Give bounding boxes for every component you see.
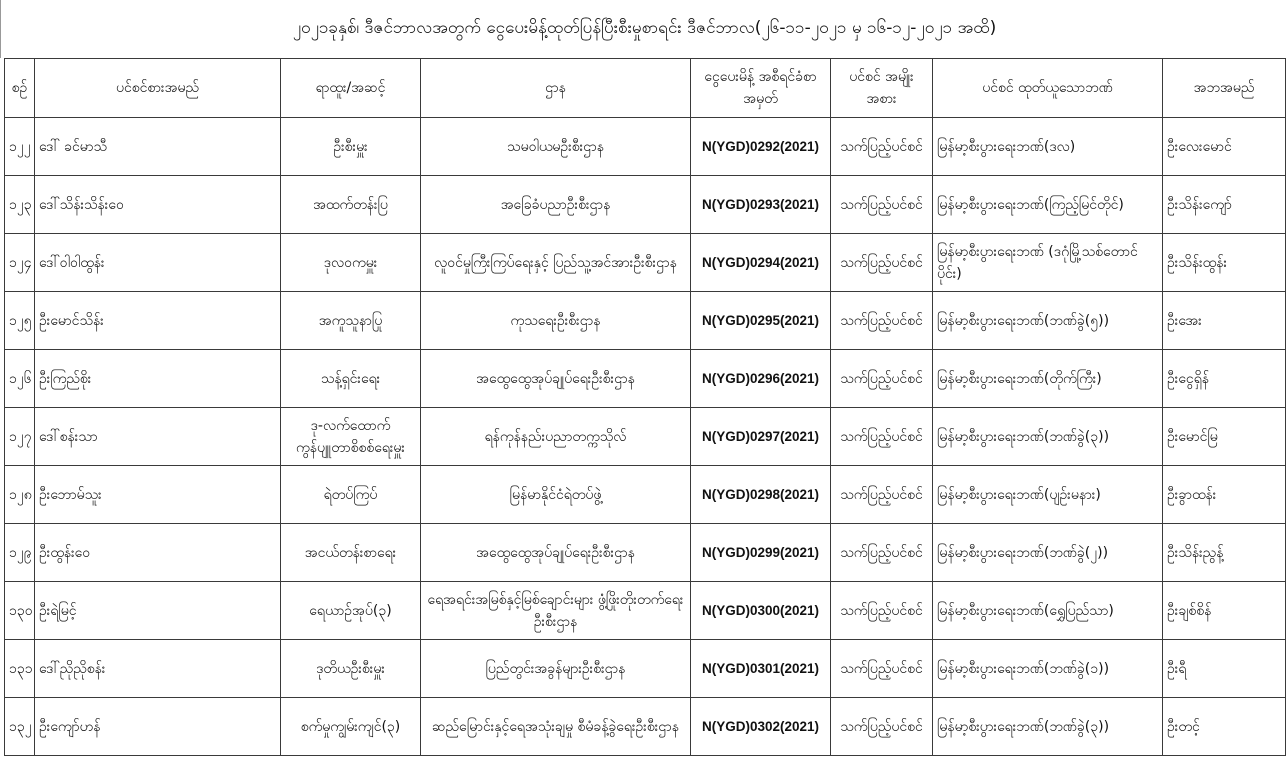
table-row (5, 582, 1286, 640)
pension-type: သက်ပြည့်ပင်စင် (831, 292, 933, 350)
pensioner-name: ဦးမောင်သိန်း (35, 292, 281, 350)
father-name: ဦးရီ (1163, 640, 1286, 698)
bank-cell: မြန်မာ့စီးပွားရေးဘဏ်(ဘဏ်ခွဲ(၃)) (933, 408, 1163, 466)
table-row (5, 234, 1286, 292)
department-cell: ရန်ကုန်နည်းပညာတက္ကသိုလ် (421, 408, 691, 466)
department-cell: အထွေထွေအုပ်ချုပ်ရေးဦးစီးဌာန (421, 524, 691, 582)
report-number: N(YGD)0299(2021) (691, 524, 831, 582)
father-name: ဦးခွာထန်း (1163, 466, 1286, 524)
table-row (5, 176, 1286, 234)
header-no: စဉ် (5, 59, 35, 118)
bank-cell: မြန်မာ့စီးပွားရေးဘဏ်(ဘဏ်ခွဲ(၅)) (933, 292, 1163, 350)
father-name: ဦးသိန်းထွန်း (1163, 234, 1286, 292)
report-number: N(YGD)0293(2021) (691, 176, 831, 234)
bank-cell: မြန်မာ့စီးပွားရေးဘဏ်(ကြည့်မြင်တိုင်) (933, 176, 1163, 234)
report-number: N(YGD)0302(2021) (691, 698, 831, 756)
bank-cell: မြန်မာ့စီးပွားရေးဘဏ်(ပျဉ်းမနား) (933, 466, 1163, 524)
father-name: ဦးချစ်စိန် (1163, 582, 1286, 640)
table-row (5, 408, 1286, 466)
rank-cell: သန့်ရှင်းရေး (281, 350, 421, 408)
department-cell: မြန်မာနိုင်ငံရဲတပ်ဖွဲ့ (421, 466, 691, 524)
rank-cell: ဒု-လက်ထောက် ကွန်ပျူတာစိစစ်ရေးမှူး (281, 408, 421, 466)
report-number: N(YGD)0295(2021) (691, 292, 831, 350)
pension-type: သက်ပြည့်ပင်စင် (831, 466, 933, 524)
rank-cell: ရေယာဉ်အုပ်(၃) (281, 582, 421, 640)
father-name: ဦးငွေရှိန် (1163, 350, 1286, 408)
row-number: ၁၂၃ (5, 176, 35, 234)
rank-cell: ဒုတိယဦးစီးမှူး (281, 640, 421, 698)
pensioner-name: ဒေါ်ဝါဝါထွန်း (35, 234, 281, 292)
row-number: ၁၃၂ (5, 698, 35, 756)
row-number: ၁၂၆ (5, 350, 35, 408)
pensioner-name: ဦးရဲမြင့် (35, 582, 281, 640)
table-header-row (5, 59, 1286, 118)
pensioner-name: ဒေါ်ညိုညိုစန်း (35, 640, 281, 698)
rank-cell: အကူသူနာပြု (281, 292, 421, 350)
bank-cell: မြန်မာ့စီးပွားရေးဘဏ်(ဘဏ်ခွဲ(၃)) (933, 698, 1163, 756)
table-row (5, 350, 1286, 408)
pensioner-name: ဒေါ် ခင်မာသီ (35, 118, 281, 176)
row-number: ၁၃၀ (5, 582, 35, 640)
department-cell: အခြေခံပညာဦးစီးဌာန (421, 176, 691, 234)
header-type: ပင်စင် အမျိုးအစား (831, 59, 933, 118)
pensioner-name: ဦးကြည်စိုး (35, 350, 281, 408)
rank-cell: ဒုလဝကမှူး (281, 234, 421, 292)
table-row (5, 118, 1286, 176)
row-number: ၁၂၈ (5, 466, 35, 524)
row-number: ၁၂၉ (5, 524, 35, 582)
header-code: ငွေပေးမိန့် အစီရင်ခံစာအမှတ် (691, 59, 831, 118)
department-cell: သမဝါယမဦးစီးဌာန (421, 118, 691, 176)
page-title: ၂၀၂၁ခုနှစ်၊ ဒီဇင်ဘာလအတွက် ငွေပေးမိန့်ထုတ်ပြန်ပြီးစီးမှုစာရင်း ဒီဇင်ဘာလ(၂၆-၁၁-၂၀၂၁ မှ ၁၆-၁၂-၂၀၂၁ အထိ) (0, 0, 1288, 58)
pension-type: သက်ပြည့်ပင်စင် (831, 640, 933, 698)
pension-type: သက်ပြည့်ပင်စင် (831, 118, 933, 176)
father-name: ဦးလေးမောင် (1163, 118, 1286, 176)
row-number: ၁၂၅ (5, 292, 35, 350)
rank-cell: အငယ်တန်းစာရေး (281, 524, 421, 582)
report-number: N(YGD)0297(2021) (691, 408, 831, 466)
department-cell: ပြည်တွင်းအခွန်များဦးစီးဌာန (421, 640, 691, 698)
report-number: N(YGD)0300(2021) (691, 582, 831, 640)
header-bank: ပင်စင် ထုတ်ယူသောဘဏ် (933, 59, 1163, 118)
department-cell: အထွေထွေအုပ်ချုပ်ရေးဦးစီးဌာန (421, 350, 691, 408)
father-name: ဦးတင့် (1163, 698, 1286, 756)
header-father: အဘအမည် (1163, 59, 1286, 118)
row-number: ၁၂၄ (5, 234, 35, 292)
report-number: N(YGD)0301(2021) (691, 640, 831, 698)
report-number: N(YGD)0296(2021) (691, 350, 831, 408)
bank-cell: မြန်မာ့စီးပွားရေးဘဏ်(ဒလ) (933, 118, 1163, 176)
father-name: ဦးမောင်မြ (1163, 408, 1286, 466)
bank-cell: မြန်မာ့စီးပွားရေးဘဏ် (ဒဂုံမြို့သစ်တောင်ပိုင်း) (933, 234, 1163, 292)
pension-type: သက်ပြည့်ပင်စင် (831, 234, 933, 292)
pensioner-name: ဒေါ်သိန်းသိန်းဝေ (35, 176, 281, 234)
bank-cell: မြန်မာ့စီးပွားရေးဘဏ်(ရွှေပြည်သာ) (933, 582, 1163, 640)
row-number: ၁၂၇ (5, 408, 35, 466)
department-cell: ဆည်မြောင်းနှင့်ရေအသုံးချမှု စီမံခန့်ခွဲရေးဦးစီးဌာန (421, 698, 691, 756)
department-cell: ကုသရေးဦးစီးဌာန (421, 292, 691, 350)
department-cell: လူဝင်မှုကြီးကြပ်ရေးနှင့် ပြည်သူ့အင်အားဦးစီးဌာန (421, 234, 691, 292)
report-number: N(YGD)0298(2021) (691, 466, 831, 524)
pension-type: သက်ပြည့်ပင်စင် (831, 350, 933, 408)
report-number: N(YGD)0294(2021) (691, 234, 831, 292)
rank-cell: အထက်တန်းပြ (281, 176, 421, 234)
department-cell: ရေအရင်းအမြစ်နှင့်မြစ်ချောင်းများ ဖွံ့ဖြိုးတိုးတက်ရေးဦးစီးဌာန (421, 582, 691, 640)
row-number: ၁၃၁ (5, 640, 35, 698)
table-row (5, 698, 1286, 756)
bank-cell: မြန်မာ့စီးပွားရေးဘဏ်(တိုက်ကြီး) (933, 350, 1163, 408)
rank-cell: ဦးစီးမှူး (281, 118, 421, 176)
bank-cell: မြန်မာ့စီးပွားရေးဘဏ်(ဘဏ်ခွဲ(၁)) (933, 640, 1163, 698)
father-name: ဦးသိန်းညွန့် (1163, 524, 1286, 582)
pension-type: သက်ပြည့်ပင်စင် (831, 408, 933, 466)
father-name: ဦးသိန်းကျော် (1163, 176, 1286, 234)
header-name: ပင်စင်စားအမည် (35, 59, 281, 118)
header-dept: ဌာန (421, 59, 691, 118)
rank-cell: စက်မှုကျွမ်းကျင်(၃) (281, 698, 421, 756)
table-row (5, 524, 1286, 582)
table-row (5, 466, 1286, 524)
pensioner-name: ဦးထွန်းဝေ (35, 524, 281, 582)
pension-type: သက်ပြည့်ပင်စင် (831, 176, 933, 234)
report-number: N(YGD)0292(2021) (691, 118, 831, 176)
bank-cell: မြန်မာ့စီးပွားရေးဘဏ်(ဘဏ်ခွဲ(၂)) (933, 524, 1163, 582)
father-name: ဦးအေး (1163, 292, 1286, 350)
table-row (5, 292, 1286, 350)
header-rank: ရာထူး/အဆင့် (281, 59, 421, 118)
pension-table (4, 58, 1286, 756)
table-row (5, 640, 1286, 698)
pension-type: သက်ပြည့်ပင်စင် (831, 582, 933, 640)
pension-type: သက်ပြည့်ပင်စင် (831, 698, 933, 756)
pensioner-name: ဦးဘောမ်သူး (35, 466, 281, 524)
pension-type: သက်ပြည့်ပင်စင် (831, 524, 933, 582)
rank-cell: ရဲတပ်ကြပ် (281, 466, 421, 524)
pensioner-name: ဦးကျော်ဟန် (35, 698, 281, 756)
pensioner-name: ဒေါ်စန်းသာ (35, 408, 281, 466)
row-number: ၁၂၂ (5, 118, 35, 176)
